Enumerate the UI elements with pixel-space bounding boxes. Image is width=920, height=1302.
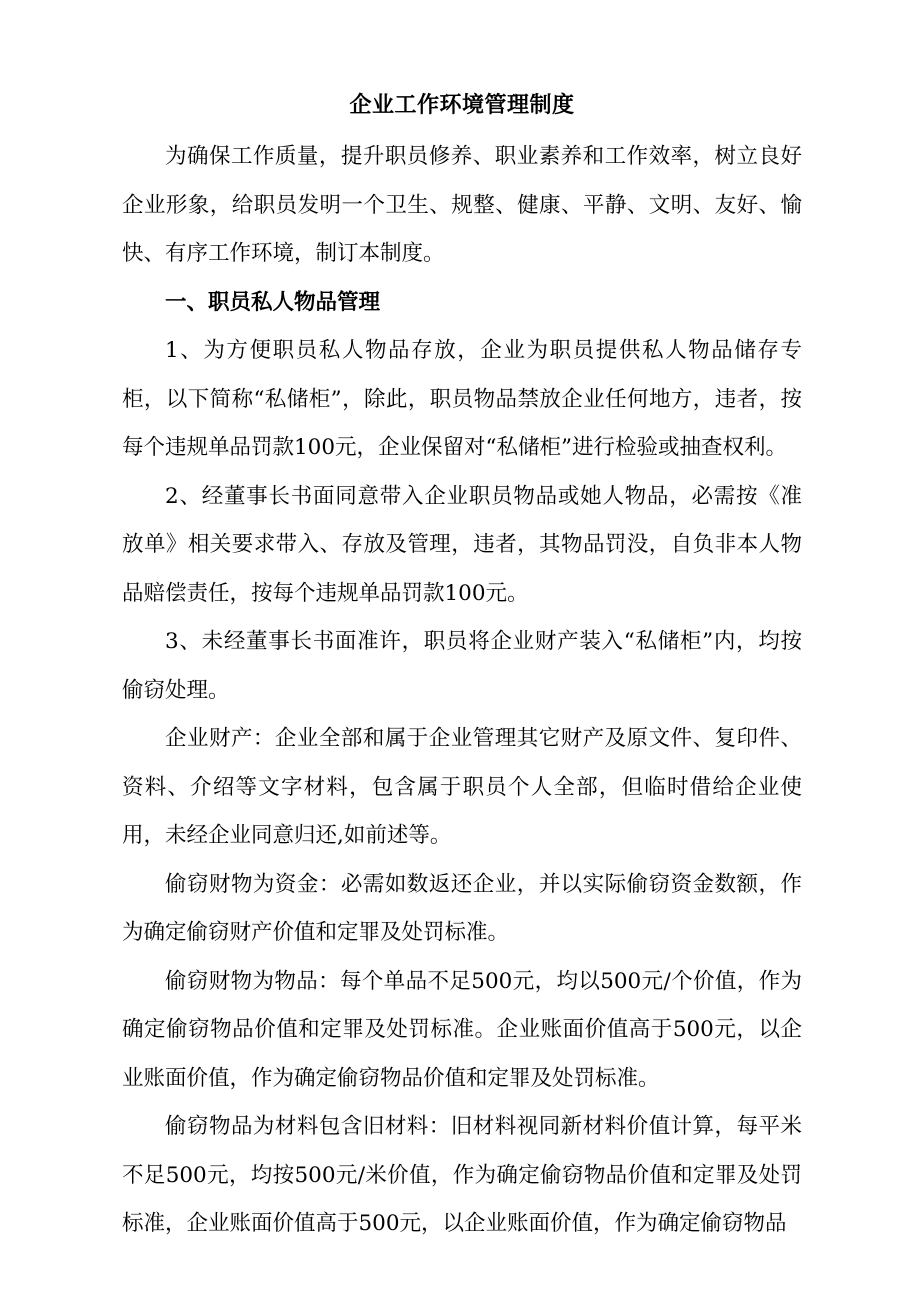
section-heading-1: 一、职员私人物品管理: [165, 289, 381, 315]
paragraph-theft-goods: 偷窃财物为物品：每个单品不足500元，均以500元/个价值，作为确定偷窃物品价值和定罪及处罚标准。企业账面价值高于500元，以企业账面价值，作为确定偷窃物品价值和定罪及处罚标准。: [122, 968, 802, 1091]
paragraph-item-3: 3、未经董事长书面准许，职员将企业财产装入“私储柜”内，均按偷窃处理。: [122, 629, 802, 703]
paragraph-item-2: 2、经董事长书面同意带入企业职员物品或她人物品，必需按《准放单》相关要求带入、存放及管理，违者，其物品罚没，自负非本人物品赔偿责任，按每个违规单品罚款100元。: [122, 483, 802, 606]
document-title: 企业工作环境管理制度: [349, 92, 575, 118]
paragraph-theft-funds: 偷窃财物为资金：必需如数返还企业，并以实际偷窃资金数额，作为确定偷窃财产价值和定罪及处罚标准。: [122, 871, 802, 945]
paragraph-company-property: 企业财产：企业全部和属于企业管理其它财产及原文件、复印件、资料、介绍等文字材料，包含属于职员个人全部，但临时借给企业使用，未经企业同意归还,如前述等。: [122, 726, 802, 848]
intro-paragraph: 为确保工作质量，提升职员修养、职业素养和工作效率，树立良好企业形象，给职员发明一个卫生、规整、健康、平静、文明、友好、愉快、有序工作环境，制订本制度。: [122, 144, 802, 266]
paragraph-item-1: 1、为方便职员私人物品存放，企业为职员提供私人物品储存专柜，以下简称“私储柜”，除此，职员物品禁放企业任何地方，违者，按每个违规单品罚款100元，企业保留对“私储柜”进行检验或抽查权利。: [122, 338, 802, 460]
paragraph-theft-materials: 偷窃物品为材料包含旧材料：旧材料视同新材料价值计算，每平米不足500元，均按500元/米价值，作为确定偷窃物品价值和定罪及处罚标准，企业账面价值高于500元，以企业账面价值，作为确定偷窃物品: [122, 1114, 802, 1236]
